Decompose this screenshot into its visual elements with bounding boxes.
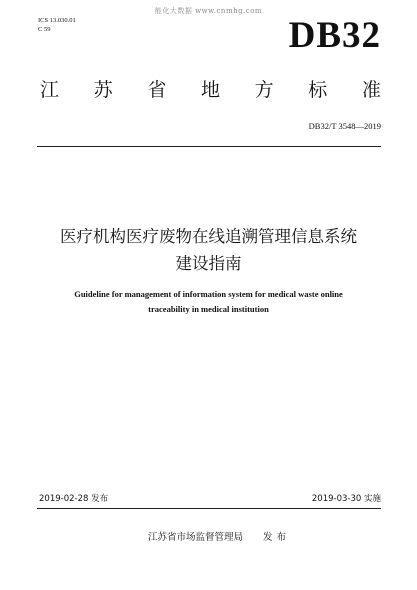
standard-type-char: 省 <box>147 79 167 101</box>
title-english-line-2: traceability in medical institution <box>148 304 269 314</box>
title-chinese-line-1: 医疗机构医疗废物在线追溯管理信息系统 <box>60 227 357 246</box>
title-english-line-1: Guideline for management of information system for medical waste online <box>74 289 343 299</box>
standard-type-char: 方 <box>254 79 274 101</box>
db-code-logo: DB32 <box>288 15 381 56</box>
bottom-divider <box>37 508 381 509</box>
standard-type-char: 苏 <box>93 79 113 101</box>
standard-number: DB32/T 3548—2019 <box>308 121 381 131</box>
standard-type-char: 地 <box>200 79 220 101</box>
standard-type-title <box>40 78 381 102</box>
implementation-date: 2019-03-30 实施 <box>311 494 381 504</box>
top-divider <box>37 146 381 147</box>
ics-code: ICS 13.030.01 <box>38 17 76 24</box>
title-chinese-line-2: 建设指南 <box>175 254 242 273</box>
watermark: 能化大数据 www.cnmhg.com <box>154 7 263 15</box>
issue-date: 2019-02-28 发布 <box>39 494 109 504</box>
publisher-name: 江苏省市场监督管理局 <box>148 532 244 543</box>
standard-type-char: 标 <box>308 79 328 101</box>
standard-type-char: 江 <box>40 79 60 101</box>
standard-type-char: 准 <box>361 79 381 101</box>
publish-label: 发布 <box>263 532 291 543</box>
ccs-code: C 59 <box>38 26 51 33</box>
